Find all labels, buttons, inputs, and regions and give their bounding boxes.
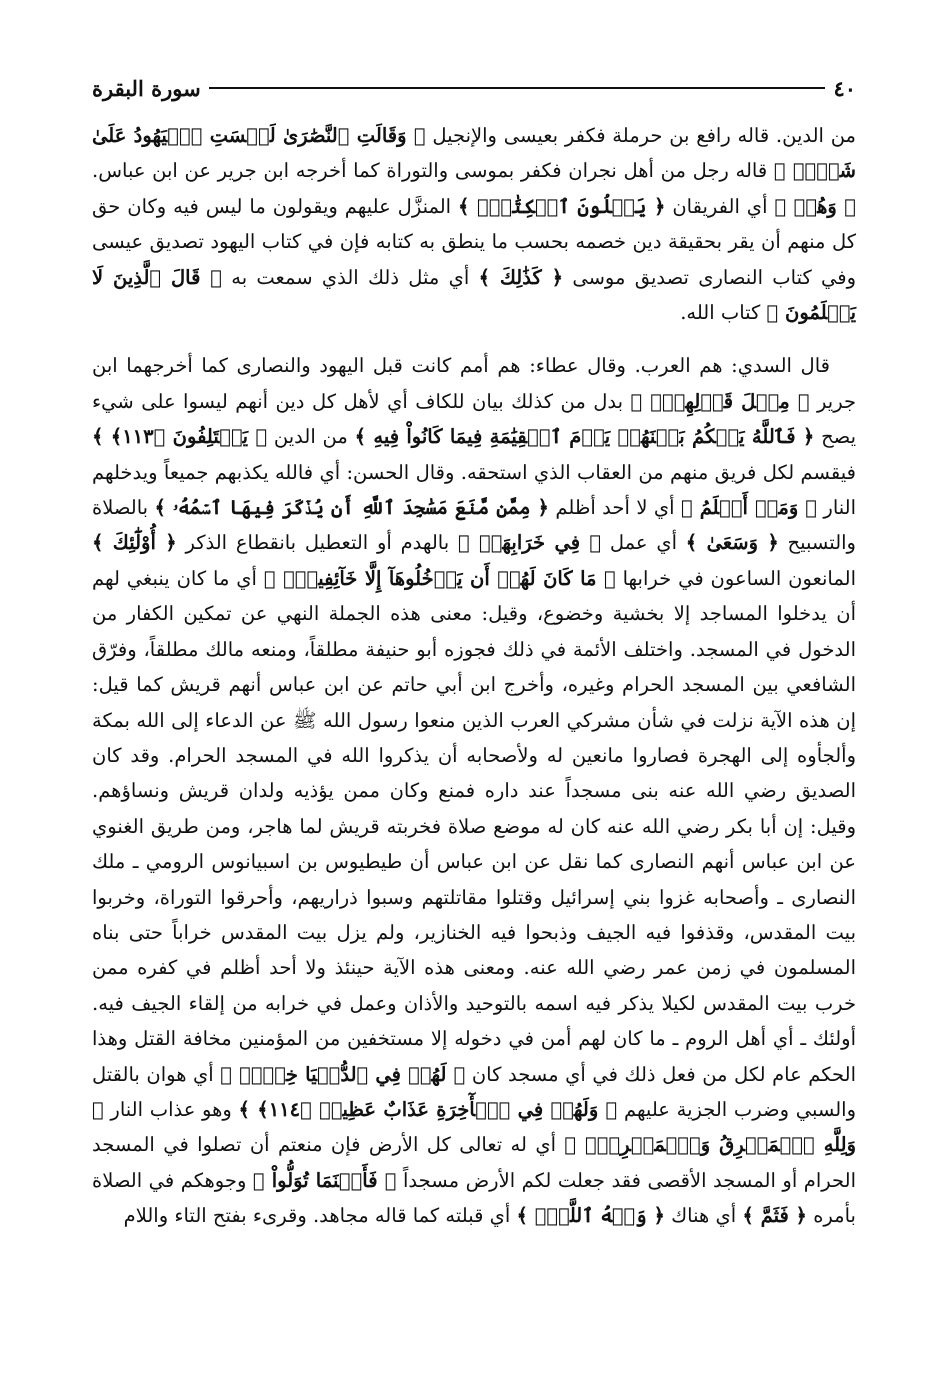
commentary-text: بالهدم أو التعطيل بانقطاع الذكر [176,531,458,555]
quran-quote: ﴿ أُوْلَٰٓئِكَ ﴾ [92,531,177,555]
quran-quote: ﴿ يَخۡتَلِفُونَ ﴿١١٣﴾ ﴾ [92,425,268,449]
quran-quote: ﴿ فَأَيۡنَمَا تُوَلُّواْ ﴾ [252,1168,397,1192]
quran-quote: ﴿ وَسَعَىٰ ﴾ [685,531,779,555]
quran-quote: ﴿ وَهُمۡ ﴾ [774,194,857,218]
quran-quote: ﴿ وَقَالَتِ ٱلنَّصَٰرَىٰ لَيۡسَتِ ٱلۡيَهُودُ عَلَىٰ شَيۡءٖ ﴾ [92,124,856,183]
quran-quote: ﴿ كَذَٰلِكَ ﴾ [478,265,564,289]
quran-quote: ﴿ قَالَ ٱلَّذِينَ لَا يَعۡلَمُونَ ﴾ [92,265,856,325]
commentary-text: وهو عذاب النار [103,1097,239,1121]
commentary-text: بالصلاة والتسبيح [92,496,856,555]
commentary-text: المانعون الساعون في خرابها [615,566,856,590]
commentary-text: أي هناك [664,1204,743,1228]
commentary-text: فيقسم لكل فريق منهم من العقاب الذي استحقه. وقال الحسن: أي فالله يكذبهم جميعاً ويدخلهم النار [92,460,856,520]
commentary-text: أي ما كان ينبغي لهم أن يدخلوا المساجد إلا بخشية وخضوع، وقيل: معنى هذه الجملة النهي عن تمكين الكفار من الدخول في المسجد. واختلف الأئمة في ذلك فجوزه أبو حنيفة مطلقاً، ومنعه مالك مطلقاً، وفرّق الشافعي بين المسجد الحرام وغيره، وأخرج ابن أبي حاتم عن ابن عباس أنهم قريش كما قيل: إن هذه الآية نزلت في شأن مشركي العرب الذين منعوا رسول الله ﷺ عن الدعاء إلى الله بمكة وألجأوه إلى الهجرة فصاروا مانعين له ولأصحابه أن يذكروا الله في المسجد الحرام. وقد كان الصديق رضي الله عنه بنى مسجداً عند داره فمنع وكان ممن يؤذيه ولدان قريش ونساؤهم. وقيل: إن أبا بكر رضي الله عنه كان له موضع صلاة فخربته قريش لما هاجر، ومن طريق الغنوي عن ابن عباس أنهم النصارى كما نقل عن ابن عباس أن طيطيوس بن اسبيانوس الرومي ـ ملك النصارى ـ وأصحابه غزوا بني إسرائيل وقتلوا مقاتلتهم وسبوا ذراريهم، وأحرقوا التوراة، وخربوا بيت المقدس، وقذفوا فيه الجيف وذبحوا فيه الخنازير، ولم يزل بيت المقدس خراباً حتى بناه المسلمون في زمن عمر رضي الله عنه. ومعنى هذه الآية حينئذ ولا أحد أظلم في كفره ممن خرب بيت المقدس لكيلا يذكر فيه اسمه بالتوحيد والأذان وعمل في خرابه من إلقاء الجيف فيه. أولئك ـ أي أهل الروم ـ ما كان لهم أمن في دخوله إلا مستخفين من المؤمنين مخافة القتل وهذا الحكم عام لكل من فعل ذلك في أي مسجد كان [92,566,857,1086]
surah-title: سورة البقرة [92,75,201,101]
quran-quote: ﴿ وَلِلَّهِ ٱلۡمَشۡرِقُ وَٱلۡمَغۡرِبُۚ ﴾ [92,1097,856,1157]
quran-quote: ﴿ يَتۡلُونَ ٱلۡكِتَٰبَۗ ﴾ [458,194,666,218]
paragraph-1 [92,118,856,330]
quran-quote: ﴿ مِثۡلَ قَوۡلِهِمۡۚ ﴾ [630,389,810,413]
commentary-text: أي هوان بالقتل والسبي وضرب الجزية عليهم [92,1062,857,1121]
commentary-text: وجوهكم في الصلاة بأمره [92,1168,856,1228]
quran-quote: ﴿ لَهُمۡ فِي ٱلدُّنۡيَا خِزۡيٞ ﴾ [220,1062,466,1086]
commentary-text: من الدين [267,425,355,449]
page-header [92,72,856,104]
commentary-text: أي مثل ذلك الذي سمعت به [221,265,479,289]
commentary-text: أي له تعالى كل الأرض فإن منعتم أن تصلوا في المسجد الحرام أو المسجد الأقصى فقد جعلت لكم الأرض مسجداً [92,1133,856,1192]
page-body [92,118,856,1234]
quran-quote: ﴿ فِي خَرَابِهَآۚ ﴾ [457,531,602,555]
commentary-text: من الدين. قاله رافع بن حرملة فكفر بعيسى والإنجيل [425,124,857,147]
quran-quote: ﴿ وَمَنۡ أَظۡلَمُ ﴾ [680,496,817,520]
quran-quote: ﴿ مِمَّن مَّنَعَ مَسَٰجِدَ ٱللَّهِ أَن يُذۡكَرَ فِيهَا ٱسۡمُهُۥ ﴾ [154,496,549,520]
paragraph-2 [92,348,856,1233]
quran-quote: ﴿ وَجۡهُ ٱللَّهِۚ ﴾ [516,1204,665,1228]
quran-quote: ﴿ فَثَمَّ ﴾ [742,1204,807,1228]
commentary-text: أي الفريقان [665,194,775,218]
page-number: ٤٠ [833,75,856,101]
header-rule [209,87,826,89]
commentary-text: قاله رجل من أهل نجران فكفر بموسى والتوراة كما أخرجه ابن جرير عن ابن عباس. [92,159,774,183]
commentary-text: أي عمل [601,531,686,555]
quran-quote: ﴿ مَا كَانَ لَهُمۡ أَن يَدۡخُلُوهَآ إِلَّا خَآئِفِينَۚ ﴾ [263,566,616,590]
commentary-text: كتاب الله. [680,301,767,325]
commentary-text: المنزَّل عليهم ويقولون ما ليس فيه وكان حق كل منهم أن يقر بحقيقة دين خصمه بحسب ما ينطق به كتابه فإن في كتاب اليهود تصديق عيسى وفي كتاب النصارى تصديق موسى [92,194,856,289]
commentary-text: أي لا أحد أظلم [548,496,681,520]
commentary-text: بدل من كذلك بيان للكاف أي لأهل كل دين أنهم ليسوا على شيء يصح [92,389,856,449]
quran-quote: ﴿ وَلَهُمۡ فِي ٱلۡأٓخِرَةِ عَذَابٌ عَظِيمٞ ﴿١١٤﴾ ﴾ [238,1097,618,1121]
commentary-text: قال السدي: هم العرب. وقال عطاء: هم أمم كانت قبل اليهود والنصارى كما أخرجهما ابن جرير [92,354,857,413]
quran-quote: ﴿ فَٱللَّهُ يَحۡكُمُ بَيۡنَهُمۡ يَوۡمَ ٱلۡقِيَٰمَةِ فِيمَا كَانُواْ فِيهِ ﴾ [354,425,815,449]
commentary-text: أي قبلته كما قاله مجاهد. وقرىء بفتح التاء واللام [123,1204,517,1228]
